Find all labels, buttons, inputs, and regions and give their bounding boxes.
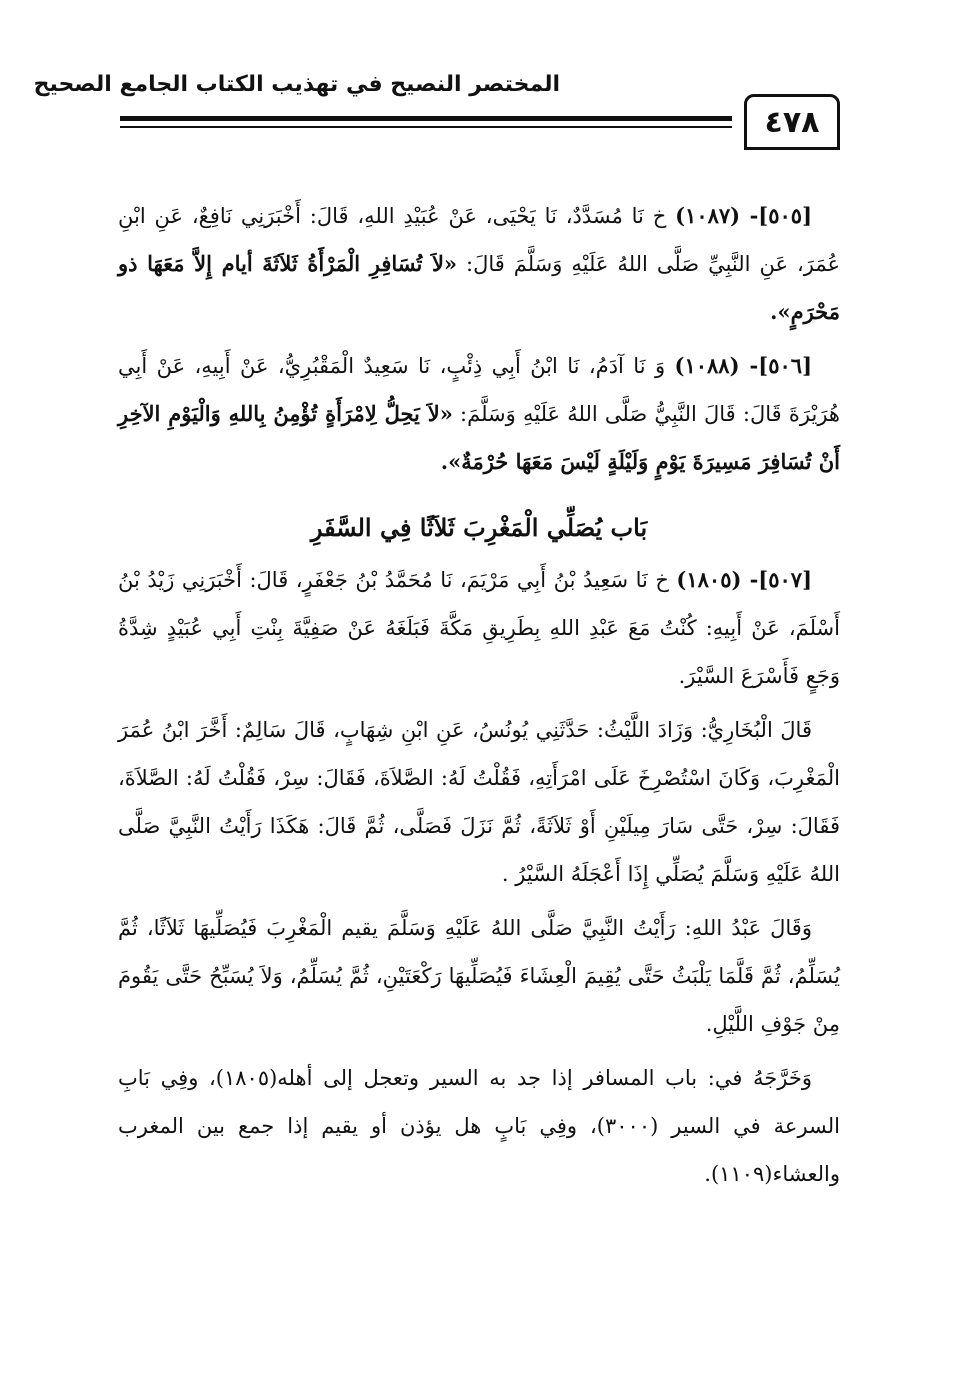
hadith-505: [118, 192, 840, 336]
abdullah-note: وَقَالَ عَبْدُ اللهِ: رَأَيْتُ النَّبِيَّ صَلَّى اللهُ عَلَيْهِ وَسَلَّمَ يقيم الْمَغْرِبَ فَيُصَلِّيهَا ثَلاَثًا، ثُمَّ يُسَلِّمُ، ثُمَّ قَلَّمَا يَلْبَثُ حَتَّى يُقِيمَ الْعِشَاءَ فَيُصَلِّيهَا رَكْعَتَيْنِ، ثُمَّ يُسَلِّمُ، وَلاَ يُسَبِّحُ حَتَّى يَقُومَ مِنْ جَوْفِ اللَّيْلِ.: [118, 916, 840, 1036]
hadith-507-number: [٥٠٧]- (١٨٠٥): [676, 567, 813, 592]
page-body: [118, 192, 840, 1282]
bukhari-note: قَالَ الْبُخَارِيُّ: وَزَادَ اللَّيْثُ: حَدَّثَنِي يُونُسُ، عَنِ ابْنِ شِهَابٍ، قَالَ سَالِمٌ: أَخَّرَ ابْنُ عُمَرَ الْمَغْرِبَ، وَكَانَ اسْتُصْرِخَ عَلَى امْرَأَتِهِ، فَقُلْتُ لَهُ: الصَّلاَةَ، فَقَالَ: سِرْ، فَقُلْتُ لَهُ: الصَّلاَةَ، فَقَالَ: سِرْ، حَتَّى سَارَ مِيلَيْنِ أَوْ ثَلاَثَةً، ثُمَّ نَزَلَ فَصَلَّى، ثُمَّ قَالَ: هَكَذَا رَأَيْتُ النَّبِيَّ صَلَّى اللهُ عَلَيْهِ وَسَلَّمَ يُصَلِّي إِذَا أَعْجَلَهُ السَّيْرُ .: [118, 718, 840, 886]
hadith-506-number: [٥٠٦]- (١٠٨٨): [674, 353, 812, 378]
takhrij-note: وَخَرَّجَهُ في: باب المسافر إذا جد به السير وتعجل إلى أهله(١٨٠٥)، وفِي بَابِ السرعة في السير (٣٠٠٠)، وفِي بَابٍ هل يؤذن أو يقيم إذا جمع بين المغرب والعشاء(١١٠٩).: [118, 1066, 841, 1186]
hadith-505-matn: «لاَ تُسَافِرِ الْمَرْأَةُ ثَلاَثَةَ أيام إِلاَّ مَعَهَا ذو مَحْرَمٍ».: [118, 251, 840, 324]
page-number: ٤٧٨: [744, 94, 840, 150]
hadith-505-isnad: خ نَا مُسَدَّدٌ، نَا يَحْيَى، عَنْ عُبَيْدِ اللهِ، قَالَ: أَخْبَرَنِي نَافِعٌ، عَنِ ابْنِ عُمَرَ، عَنِ النَّبِيِّ صَلَّى اللهُ عَلَيْهِ وَسَلَّمَ قَالَ:: [118, 204, 840, 276]
hadith-505-number: [٥٠٥]- (١٠٨٧): [675, 203, 812, 228]
running-title: المختصر النصيح في تهذيب الكتاب الجامع الصحيح: [33, 72, 560, 97]
hadith-506: [118, 342, 840, 486]
header-rule-thick: [120, 116, 732, 121]
hadith-506-isnad: وَ نَا آدَمُ، نَا ابْنُ أَبِي ذِئْبٍ، نَا سَعِيدٌ الْمَقْبُرِيُّ، عَنْ أَبِيهِ، عَنْ أَبِي هُرَيْرَةَ قَالَ: قَالَ النَّبِيُّ صَلَّى اللهُ عَلَيْهِ وَسَلَّمَ:: [118, 354, 840, 426]
hadith-506-matn: «لاَ يَحِلُّ لِامْرَأَةٍ تُؤْمِنُ بِاللهِ وَالْيَوْمِ الآخِرِ أَنْ تُسَافِرَ مَسِيرَةَ يَوْمٍ وَلَيْلَةٍ لَيْسَ مَعَهَا حُرْمَةٌ».: [118, 401, 840, 474]
chapter-heading: بَاب يُصَلِّي الْمَغْرِبَ ثَلاَثًا فِي السَّفَرِ: [310, 513, 648, 542]
hadith-507: [118, 556, 840, 700]
hadith-507-text: خ نَا سَعِيدُ بْنُ أَبِي مَرْيَمَ، نَا مُحَمَّدُ بْنُ جَعْفَرٍ، قَالَ: أَخْبَرَنِي زَيْدُ بْنُ أَسْلَمَ، عَنْ أَبِيهِ: كُنْتُ مَعَ عَبْدِ اللهِ بِطَرِيقِ مَكَّةَ فَبَلَغَهُ عَنْ صَفِيَّةَ بِنْتِ أَبِي عُبَيْدٍ شِدَّةُ وَجَعٍ فَأَسْرَعَ السَّيْرَ.: [118, 568, 840, 688]
header-rule-thin: [120, 126, 732, 128]
